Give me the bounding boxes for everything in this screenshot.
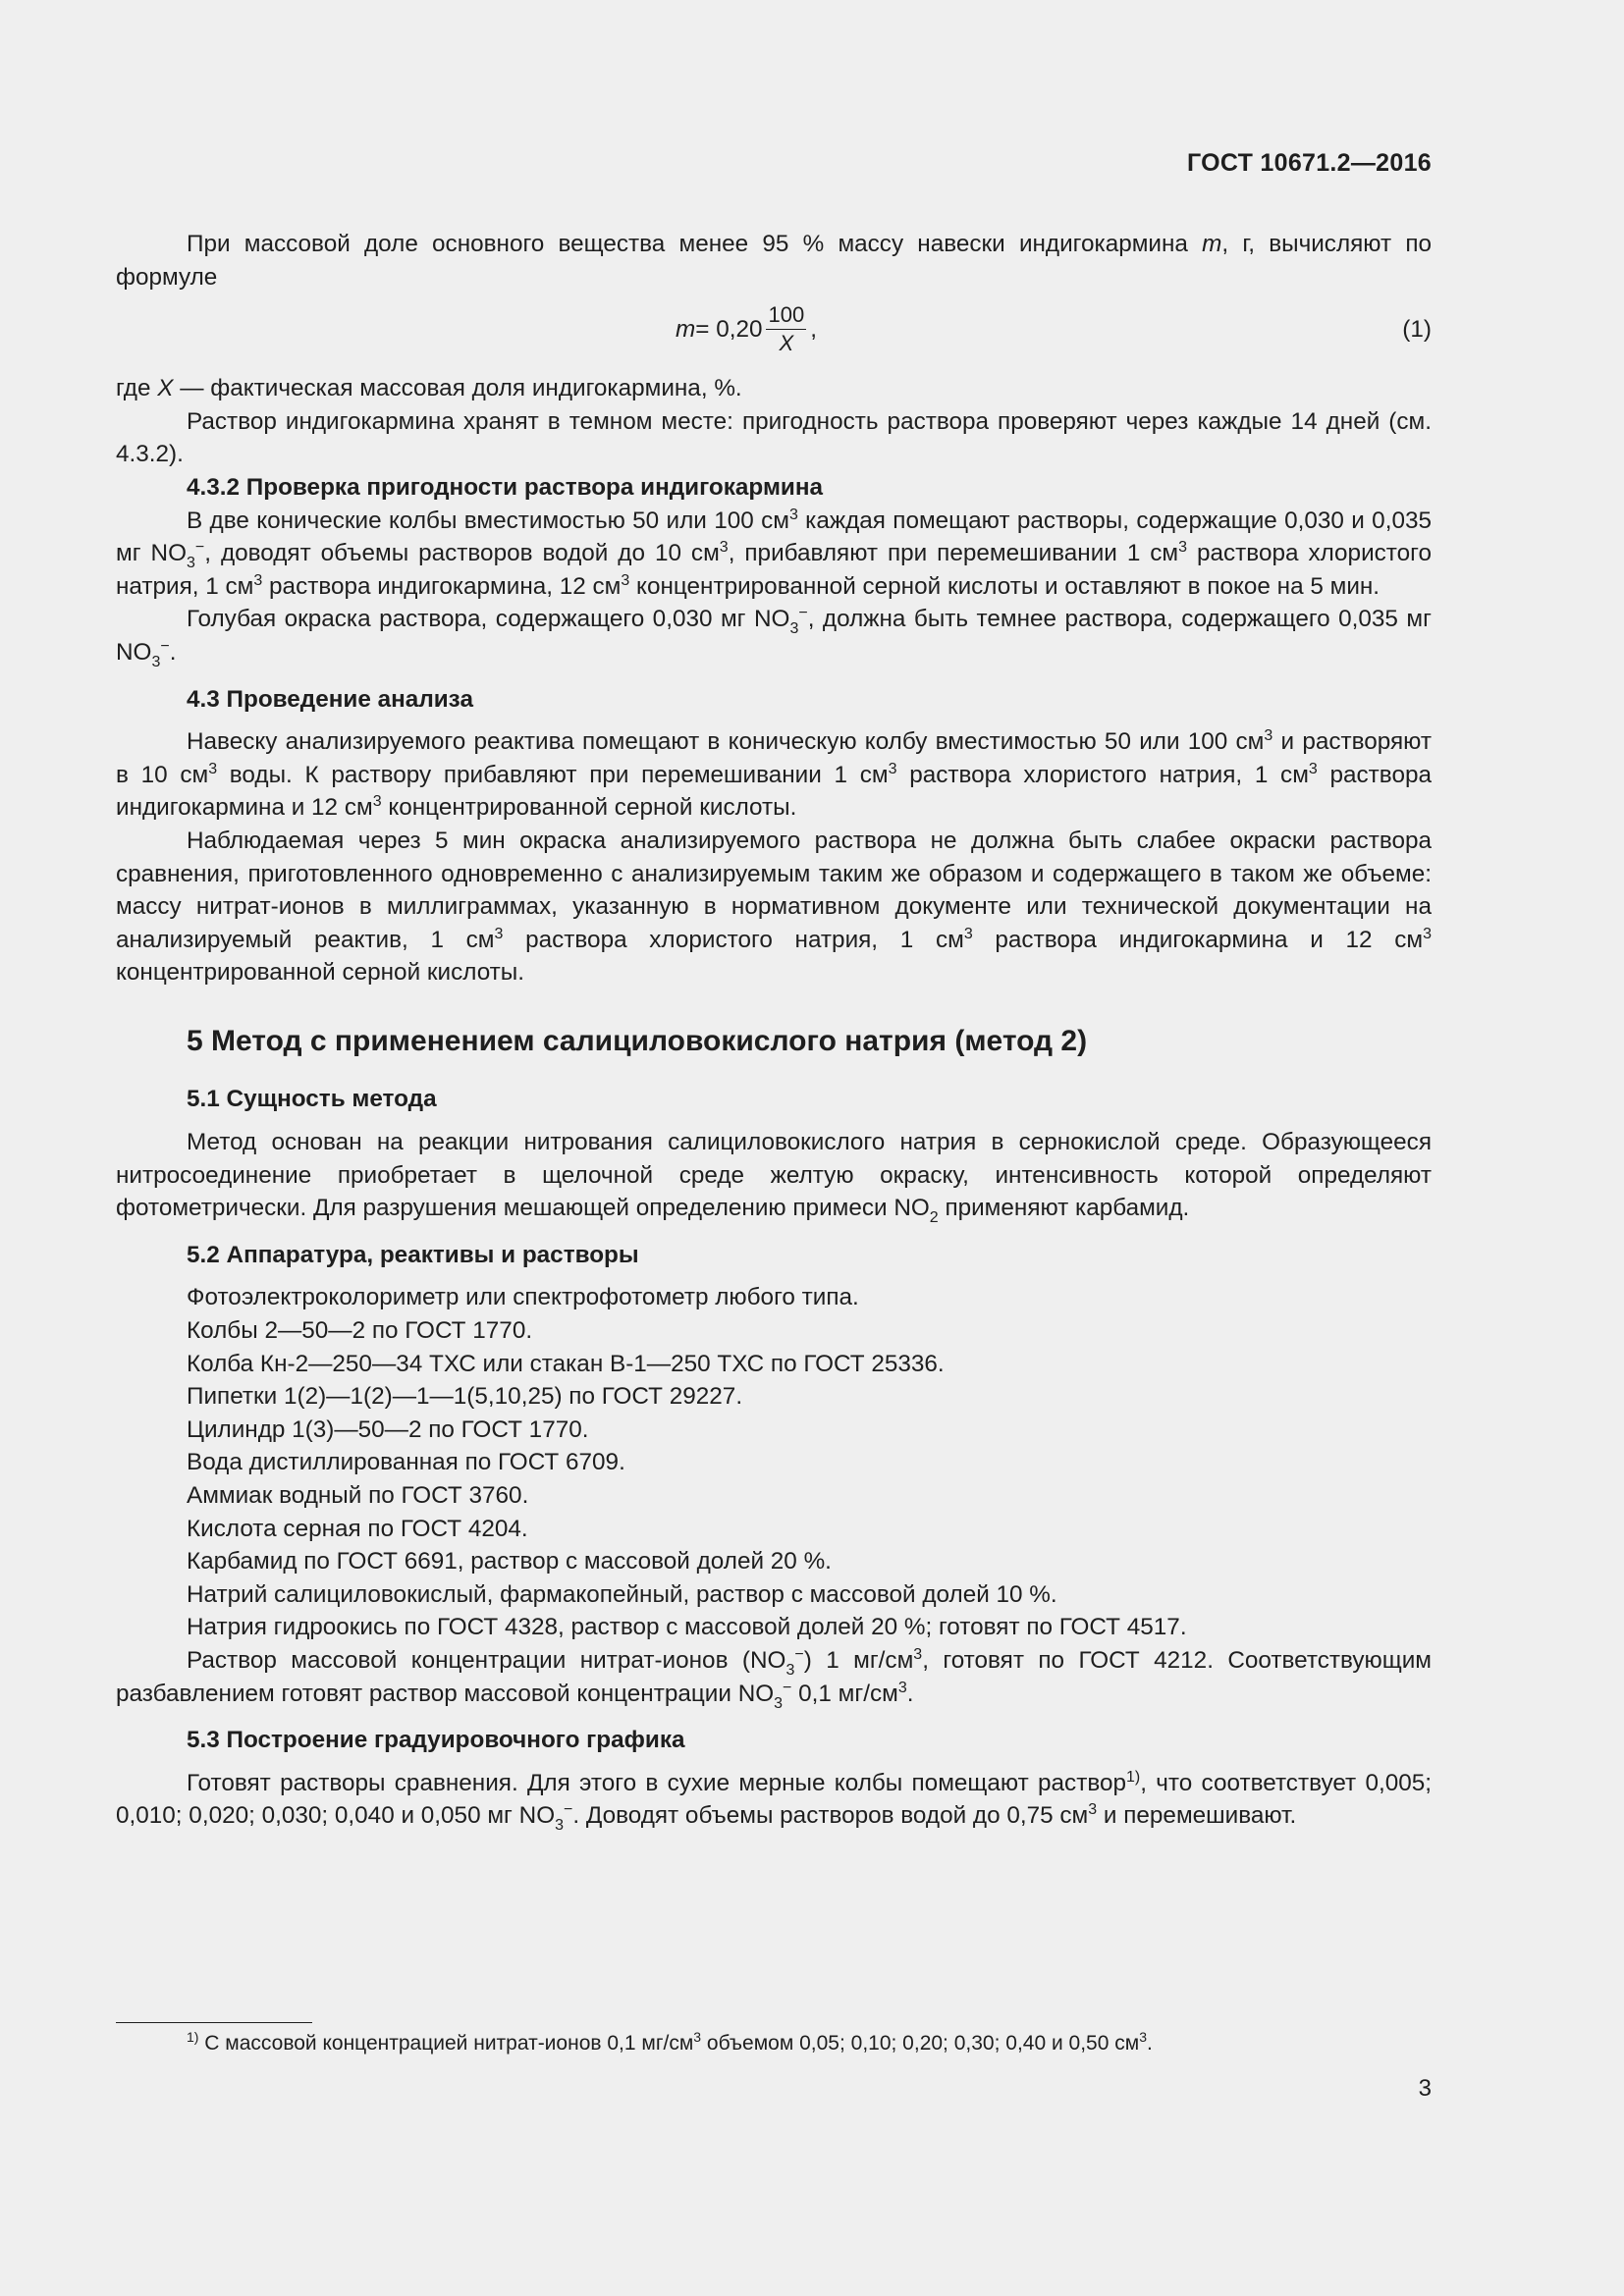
text-run: где	[116, 375, 158, 402]
section-4-3-heading: 4.3 Проведение анализа	[187, 685, 473, 713]
formula-tail: ,	[810, 315, 817, 343]
fraction-numerator: 100	[766, 301, 806, 330]
storage-paragraph: Раствор индигокармина хранят в темном месте: пригодность раствора проверяют через каждые 14 дней (см. 4.3.2).	[116, 407, 1432, 468]
list-item: Натрий салициловокислый, фармакопейный, раствор с массовой долей 10 %.	[187, 1580, 1057, 1608]
formula-coefficient: = 0,20	[695, 315, 763, 343]
formula-1	[116, 295, 1432, 372]
list-item: Кислота серная по ГОСТ 4204.	[187, 1515, 528, 1542]
intro-paragraph	[116, 228, 1432, 294]
section-5-3-heading: 5.3 Построение градуировочного графика	[187, 1727, 685, 1754]
list-item: Цилиндр 1(3)—50—2 по ГОСТ 1770.	[187, 1415, 589, 1443]
section-5-1-paragraph: Метод основан на реакции нитрования салициловокислого натрия в сернокислой среде. Образующееся нитросоединение приобретает в щелочной среде желтую окраску, интенсивность которой определяют фотометрически. Для разрушения мешающей определению примеси $NO_2$ применяют карбамид.	[116, 1129, 1432, 1227]
text-run: — фактическая массовая доля индигокармина, %.	[173, 375, 742, 402]
apparatus-list	[116, 1281, 1432, 1644]
footnote: $^{1)}$ С массовой концентрацией нитрат-ионов 0,1 $мг/см^3$ объемом 0,05; 0,10; 0,20; 0,30; 0,40 и 0,50 $см^3$.	[187, 2029, 1153, 2055]
footnote-divider	[116, 2022, 312, 2023]
footnote-mark: 1)	[187, 2029, 199, 2045]
list-item: Карбамид по ГОСТ 6691, раствор с массовой долей 20 %.	[187, 1548, 832, 1575]
text-run: , г, вычисляют по формуле	[116, 231, 1432, 291]
list-item: Натрия гидроокись по ГОСТ 4328, раствор с массовой долей 20 %; готовят по ГОСТ 4517.	[187, 1614, 1187, 1641]
document-number: ГОСТ 10671.2—2016	[1186, 149, 1432, 177]
list-item: Фотоэлектроколориметр или спектрофотометр любого типа.	[187, 1284, 859, 1311]
text-run: При массовой доле основного вещества менее 95 % массу навески индигокармина	[187, 231, 1203, 257]
list-item: Вода дистиллированная по ГОСТ 6709.	[187, 1449, 625, 1476]
section-5-3-paragraph: Готовят растворы сравнения. Для этого в сухие мерные колбы помещают раствор$^{1)}$, что соответствует 0,005; 0,010; 0,020; 0,030; 0,040 и 0,050 мг $NO_3^-$. Доводят объемы растворов водой до 0,75 $см^3$ и перемешивают.	[116, 1768, 1432, 1835]
section-4-3-2-paragraph-2: Голубая окраска раствора, содержащего 0,030 мг $NO_3^-$, должна быть темнее раствора, содержащего 0,035 мг $NO_3^-$.	[116, 605, 1432, 670]
formula-expression	[676, 301, 817, 357]
section-5-1-heading: 5.1 Сущность метода	[187, 1086, 437, 1113]
variable-m: m	[1202, 231, 1222, 257]
list-item: Аммиак водный по ГОСТ 3760.	[187, 1482, 529, 1509]
section-4-3-paragraph-1: Навеску анализируемого реактива помещают в коническую колбу вместимостью 50 или 100 $см^3$ и растворяют в 10 $см^3$ воды. К раствору прибавляют при перемешивании 1 $см^3$ раствора хлористого натрия, 1 $см^3$ раствора индигокармина и 12 $см^3$ концентрированной серной кислоты.	[116, 727, 1432, 822]
formula-lhs: m	[676, 315, 696, 343]
variable-x: X	[157, 375, 174, 402]
section-4-3-2-paragraph-1: В две конические колбы вместимостью 50 или 100 $см^3$ каждая помещают растворы, содержащие 0,030 и 0,035 мг $NO_3^-$, доводят объемы растворов водой до 10 $см^3$, прибавляют при перемешивании 1 $см^3$ раствора хлористого натрия, 1 $см^3$ раствора индигокармина, 12 $см^3$ концентрированной серной кислоты и оставляют в покое на 5 мин.	[116, 506, 1432, 600]
list-item: Колбы 2—50—2 по ГОСТ 1770.	[187, 1317, 533, 1345]
formula-fraction	[766, 301, 806, 357]
fraction-denominator: X	[779, 331, 794, 356]
list-item: Колба Кн-2—250—34 ТХС или стакан В-1—250 ТХС по ГОСТ 25336.	[187, 1350, 945, 1377]
page-number: 3	[1418, 2075, 1432, 2102]
section-5-2-heading: 5.2 Аппаратура, реактивы и растворы	[187, 1241, 639, 1268]
where-paragraph	[116, 372, 1432, 405]
footnote-reference: 1)	[1125, 1768, 1141, 1786]
section-4-3-2-heading: 4.3.2 Проверка пригодности раствора индигокармина	[187, 473, 824, 501]
section-5-heading: 5 Метод с применением салициловокислого натрия (метод 2)	[187, 1024, 1088, 1057]
list-item: Пипетки 1(2)—1(2)—1—1(5,10,25) по ГОСТ 29227.	[187, 1383, 743, 1411]
section-5-2-last-paragraph: Раствор массовой концентрации нитрат-ионов $(NO_3^-)$ 1 $мг/см^3$, готовят по ГОСТ 4212. Соответствующим разбавлением готовят раствор массовой концентрации $NO_3^-$ 0,1 $мг/см^3$.	[116, 1645, 1433, 1712]
formula-number: (1)	[1402, 316, 1432, 344]
section-4-3-paragraph-2: Наблюдаемая через 5 мин окраска анализируемого раствора не должна быть слабее окраски раствора сравнения, приготовленного одновременно с анализируемым таким же образом и содержащего в таком же объеме: массу нитрат-ионов в миллиграммах, указанную в нормативном документе или технической документации на анализируемый реактив, 1 $см^3$ раствора хлористого натрия, 1 $см^3$ раствора индигокармина и 12 $см^3$ концентрированной серной кислоты.	[116, 827, 1432, 987]
body-text	[116, 228, 1432, 1833]
